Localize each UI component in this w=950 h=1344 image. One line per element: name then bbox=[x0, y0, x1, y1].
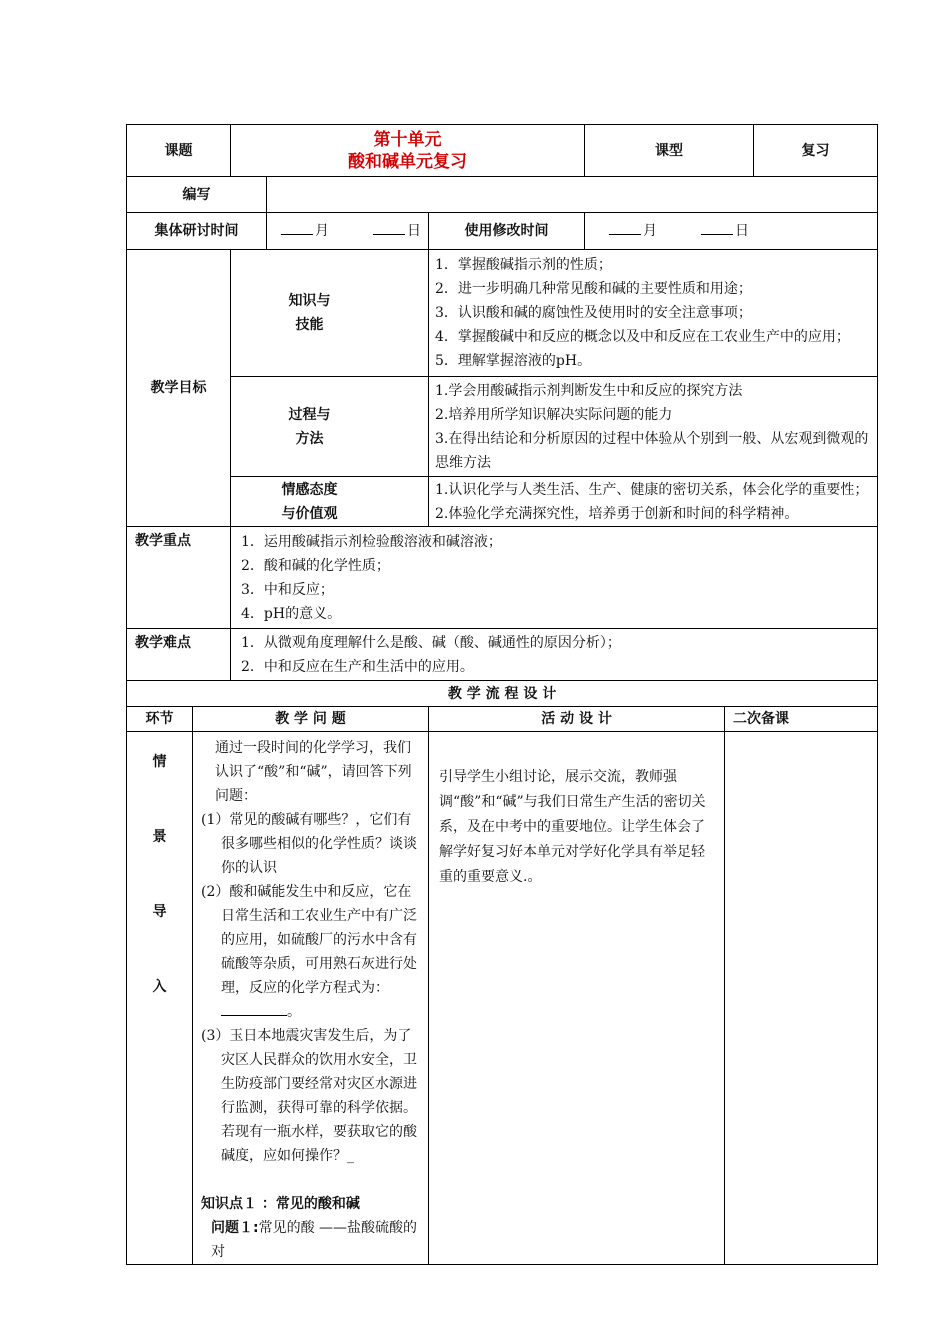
revise-month: 月 bbox=[643, 223, 658, 239]
col-stage: 环节 bbox=[127, 707, 193, 732]
question-1: (1）常见的酸碱有哪些？，它们有很多哪些相似的化学性质？谈谈你的认识 bbox=[201, 812, 417, 876]
stage-char: 情 bbox=[152, 754, 167, 770]
author-value bbox=[267, 177, 878, 213]
stage-char: 导 bbox=[152, 904, 167, 920]
stage-char: 景 bbox=[152, 829, 167, 845]
research-time-label: 集体研讨时间 bbox=[127, 213, 267, 250]
stage-char: 入 bbox=[152, 979, 167, 995]
emotion-label: 情感态度 与价值观 bbox=[231, 477, 429, 527]
type-label: 课型 bbox=[585, 125, 754, 177]
process-items bbox=[429, 377, 878, 477]
prep-cell bbox=[725, 732, 878, 1265]
question-3: (3）玉日本地震灾害发生后，为了灾区人民群众的饮用水安全，卫生防疫部门要经常对灾区水源进行监测，获得可靠的科学依据。若现有一瓶水样，要获取它的酸碱度，应如何操作？_ bbox=[201, 1028, 417, 1164]
type-value: 复习 bbox=[754, 125, 878, 177]
knowledge-item: 1．掌握酸碱指示剂的性质； bbox=[435, 257, 612, 273]
flow-title: 教 学 流 程 设 计 bbox=[127, 681, 878, 707]
revise-day: 日 bbox=[735, 223, 750, 239]
objectives-label: 教学目标 bbox=[127, 250, 231, 527]
research-time-value bbox=[267, 213, 429, 250]
lesson-plan-table bbox=[126, 124, 878, 1265]
revise-time-label: 使用修改时间 bbox=[429, 213, 585, 250]
revise-time-value bbox=[585, 213, 878, 250]
process-item: 3.在得出结论和分析原因的过程中体验从个别到一般、从宏观到微观的思维方法 bbox=[435, 430, 869, 471]
key-points-label: 教学重点 bbox=[127, 527, 231, 629]
research-month: 月 bbox=[315, 223, 329, 239]
emotion-item: 2.体验化学充满探究性，培养勇于创新和时间的科学精神。 bbox=[435, 505, 799, 522]
knowledge-item: 2．进一步明确几种常见酸和碱的主要性质和用途； bbox=[435, 281, 752, 297]
lesson-title bbox=[231, 125, 585, 177]
key-points-items bbox=[231, 527, 878, 629]
question-1-line: 问题１:常见的酸 ——盐酸硫酸的对 bbox=[211, 1220, 418, 1260]
knowledge-item: 5．理解掌握溶液的pH。 bbox=[435, 353, 592, 369]
process-item: 1.学会用酸碱指示剂判断发生中和反应的探究方法 bbox=[435, 382, 743, 399]
difficulties-label: 教学难点 bbox=[127, 629, 231, 681]
intro-text: 通过一段时间的化学学习，我们认识了“酸”和“碱”，请回答下列问题： bbox=[215, 740, 412, 804]
difficulty: 1．从微观角度理解什么是酸、碱（酸、碱通性的原因分析）； bbox=[241, 634, 621, 651]
key-point: 3．中和反应； bbox=[241, 581, 334, 598]
activity-text: 引导学生小组讨论，展示交流，教师强调“酸”和“碱”与我们日常生产生活的密切关系，及在中考中的重要地位。让学生体会了解学好复习好本单元对学好化学具有举足轻重的重要意义.。 bbox=[439, 769, 706, 885]
emotion-item: 1.认识化学与人类生活、生产、健康的密切关系，体会化学的重要性； bbox=[435, 481, 869, 498]
key-point: 2．酸和碱的化学性质； bbox=[241, 557, 390, 574]
lesson-plan-page bbox=[126, 124, 877, 1265]
col-prep: 二次备课 bbox=[725, 707, 878, 732]
question-2: (2）酸和碱能发生中和反应，它在日常生活和工农业生产中有广泛的应用，如硫酸厂的污水中含有硫酸等杂质，可用熟石灰进行处理，反应的化学方程式为：。 bbox=[201, 884, 417, 1020]
difficulties-items bbox=[231, 629, 878, 681]
research-day: 日 bbox=[407, 223, 421, 239]
emotion-items bbox=[429, 477, 878, 527]
knowledge-item: 4．掌握酸碱中和反应的概念以及中和反应在工农业生产中的应用； bbox=[435, 329, 850, 345]
title-line-1: 第十单元 bbox=[373, 129, 442, 150]
knowledge-label: 知识与 技能 bbox=[231, 250, 429, 377]
author-label: 编写 bbox=[127, 177, 267, 213]
knowledge-point-title: 知识点１ ：常见的酸和碱 bbox=[201, 1196, 360, 1212]
knowledge-items bbox=[429, 250, 878, 377]
answer-blank bbox=[221, 1001, 287, 1016]
col-activity: 活 动 设 计 bbox=[429, 707, 725, 732]
title-line-2: 酸和碱单元复习 bbox=[348, 151, 468, 172]
key-point: 1．运用酸碱指示剂检验酸溶液和碱溶液； bbox=[241, 533, 502, 550]
stage-cell bbox=[127, 732, 193, 1265]
question-cell bbox=[193, 732, 429, 1265]
knowledge-item: 3．认识酸和碱的腐蚀性及使用时的安全注意事项； bbox=[435, 305, 752, 321]
process-item: 2.培养用所学知识解决实际问题的能力 bbox=[435, 406, 673, 423]
difficulty: 2．中和反应在生产和生活中的应用。 bbox=[241, 658, 474, 675]
topic-label: 课题 bbox=[127, 125, 231, 177]
process-label: 过程与 方法 bbox=[231, 377, 429, 477]
key-point: 4．pH的意义。 bbox=[241, 605, 342, 622]
activity-cell bbox=[429, 732, 725, 1265]
col-question: 教 学 问 题 bbox=[193, 707, 429, 732]
